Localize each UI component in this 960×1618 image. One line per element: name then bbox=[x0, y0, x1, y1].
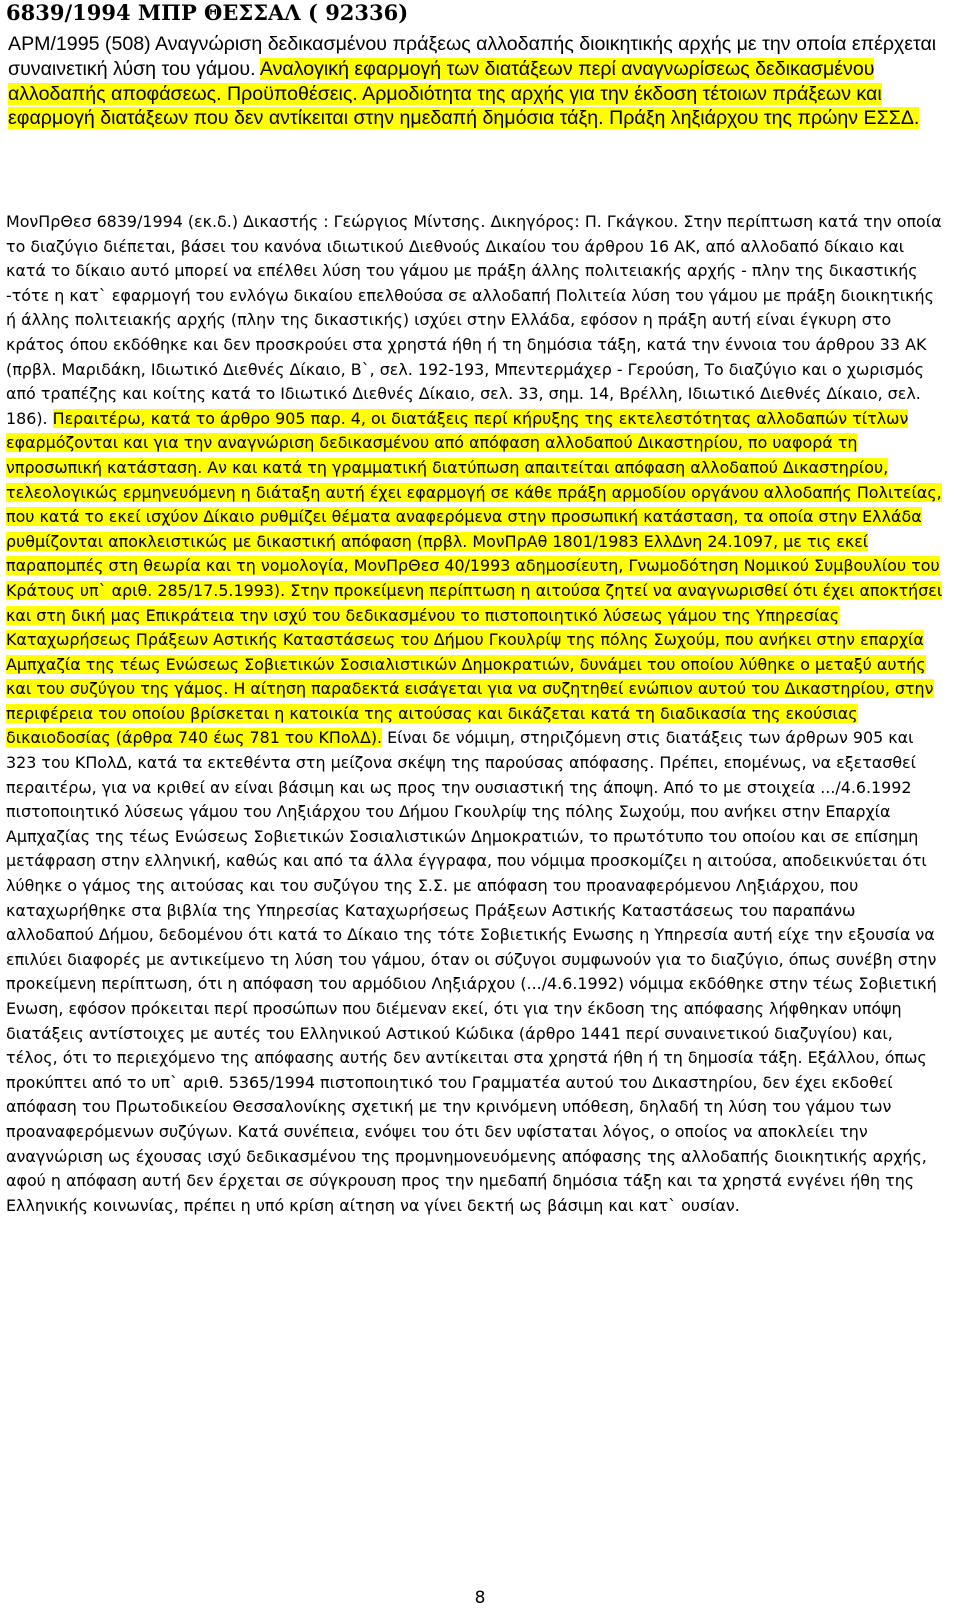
body-text-conclusion: Είναι δε νόμιμη, στηριζόμενη στις διατάξεις των άρθρων 905 και 323 του ΚΠολΔ, κατά τα εκτεθέντα στη μείζονα σκέψη της παρούσας απόφασης. Πρέπει, επομένως, να εξετασθεί περαιτέρω, για να κριθεί αν είναι βάσιμη και ως προς την ουσιαστική της άποψη. Από το με στοιχεία .../4.6.1992 πιστοποιητικό λύσεως γάμου του Ληξιάρχου του Δήμου Γκουλρίψ της πόλης Σωχούμ, που ανήκει στην Επαρχία Αμπχαζίας της τέως Ενώσεως Σοβιετικών Σοσιαλιστικών Δημοκρατιών, το πρωτότυπο του οποίου και σε επίσημη μετάφραση στην ελληνική, καθώς και από τα άλλα έγγραφα, που νόμιμα προσκομίζει η αιτούσα, αποδεικνύεται ότι λύθηκε ο γάμος της αιτούσας και του συζύγου της Σ.Σ. με απόφαση του προαναφερόμενου Ληξιάρχου, που καταχωρήθηκε στα βιβλία της Υπηρεσίας Καταχωρήσεως Πράξεων Αστικής Καταστάσεως του παραπάνω αλλοδαπού Δήμου, δεδομένου ότι κατά το Δίκαιο της τότε Σοβιετικής Ενωσης η Υπηρεσία αυτή είχε την εξουσία να επιλύει διαφορές με αντικείμενο τη λύση του γάμου, όταν οι σύζυγοι συμφωνούν για το διαζύγιο, όπως συνέβη στην προκείμενη περίπτωση, ότι η απόφαση του αρμόδιου Ληξιάρχου (.../4.6.1992) νόμιμα εκδόθηκε στην τέως Σοβιετική Ενωση, εφόσον πρόκειται περί προσώπων που διέμεναν εκεί, ότι για την έκδοση της απόφασης λήφθηκαν υπόψη διατάξεις αντίστοιχες με αυτές του Ελληνικού Αστικού Κώδικα (άρθρο 1441 περί συναινετικού διαζυγίου) και, τέλος, ότι το περιεχόμενο της απόφασης αυτής δεν αντίκειται στα χρηστά ήθη ή τη δημοσία τάξη. Εξάλλου, όπως προκύπτει από το υπ` αριθ. 5365/1994 πιστοποιητικό του Γραμματέα αυτού του Δικαστηρίου, δεν έχει εκδοθεί απόφαση του Πρωτοδικείου Θεσσαλονίκης σχετική με την κρινόμενη υπόθεση, δηλαδή τη λύση του γάμου των προαναφερόμενων συζύγων. Κατά συνέπεια, ενόψει του ότι δεν υφίσταται λόγος, ο οποίος να αποκλείει την αναγνώριση ως έχουσας ισχύ δεδικασμένου της προμνημονευόμενης απόφασης της αλλοδαπής διοικητικής αρχής, αφού η απόφαση αυτή δεν έρχεται σε σύγκρουση προς την ημεδαπή δημόσια τάξη και τα χρηστά ενγένει ήθη της Ελληνικής κοινωνίας, πρέπει η υπό κρίση αίτηση να γίνει δεκτή ως βάσιμη και κατ` ουσίαν. bbox=[6, 728, 937, 1215]
summary-text: ΑΡΜ/1995 (508) Αναγνώριση δεδικασμένου πράξεως αλλοδαπής διοικητικής αρχής με την οποία επέρχεται συναινετική λύση του γάμου. bbox=[8, 33, 937, 80]
page-number: 8 bbox=[474, 1588, 486, 1608]
body-text-intro: ΜονΠρΘεσ 6839/1994 (εκ.δ.) Δικαστής : Γεώργιος Μίντσης. Δικηγόρος: Π. Γκάγκου. Στην περίπτωση κατά την οποία το διαζύγιο διέπεται, βάσει του κανόνα ιδιωτικού Διεθνούς Δικαίου του άρθρου 16 ΑΚ, από αλλοδαπό δίκαιο και κατά το δίκαιο αυτό μπορεί να επέλθει λύση του γάμου με πράξη άλλης πολιτειακής αρχής - πλην της δικαστικής -τότε η κατ` εφαρμογή του ενλόγω δικαίου επελθούσα σε αλλοδαπή Πολιτεία λύση του γάμου με πράξη διοικητικής ή άλλης πολιτειακής αρχής (πλην της δικαστικής) ισχύει στην Ελλάδα, εφόσον η πράξη αυτή είναι έγκυρη στο κράτος όπου εκδόθηκε και δεν προσκρούει στα χρηστά ήθη ή τη δημόσια τάξη, κατά την έννοια του άρθρου 33 ΑΚ (πρβλ. Μαριδάκη, Ιδιωτικό Διεθνές Δίκαιο, Β`, σελ. 192-193, Μπεντερμάχερ - Γερούση, Το διαζύγιο και ο χωρισμός από τραπέζης και κοίτης κατά το Ιδιωτικό Διεθνές Δίκαιο, σελ. 33, σημ. 14, Βρέλλη, Ιδιωτικό Διεθνές Δίκαιο, σελ. 186). bbox=[6, 212, 942, 428]
body-highlighted-text: Περαιτέρω, κατά το άρθρο 905 παρ. 4, οι διατάξεις περί κήρυξης της εκτελεστότητας αλλοδαπών τίτλων εφαρμόζονται και για την αναγνώριση δεδικασμένου από απόφαση αλλοδαπού Δικαστηρίου, πο υαφορά τη νπροσωπική κατάσταση. Αν και κατά τη γραμματική διατύπωση απαιτείται απόφαση αλλοδαπού Δικαστηρίου, τελεολογικώς ερμηνευόμενη η διάταξη αυτή έχει εφαρμογή σε κάθε πράξη αρμοδίου οργάνου αλλοδαπής Πολιτείας, που κατά το εκεί ισχύον Δίκαιο ρυθμίζει θέματα αναφερόμενα στην προσωπική κατάσταση, τα οποία στην Ελλάδα ρυθμίζονται αποκλειστικώς με δικαστική απόφαση (πρβλ. ΜονΠρΑθ 1801/1983 ΕλλΔνη 24.1097, με τις εκεί παραπομπές στη θεωρία και τη νομολογία, ΜονΠρΘεσ 40/1993 αδημοσίευτη, Γνωμοδότηση Νομικού Συμβουλίου του Κράτους υπ` αριθ. 285/17.5.1993). Στην προκείμενη περίπτωση η αιτούσα ζητεί να αναγνωρισθεί ότι έχει αποκτήσει και στη δική μας Επικράτεια την ισχύ του δεδικασμένου το πιστοποιητικό λύσεως γάμου της Υπηρεσίας Καταχωρήσεως Πράξεων Αστικής Καταστάσεως του Δήμου Γκουλρίψ της πόλης Σωχούμ, που ανήκει στην επαρχία Αμπχαζία της τέως Ενώσεως Σοβιετικών Σοσιαλιστικών Δημοκρατιών, δυνάμει του οποίου λύθηκε ο μεταξύ αυτής και του συζύγου της γάμος. Η αίτηση παραδεκτά εισάγεται για να συζητηθεί ενώπιον αυτού του Δικαστηρίου, στην περιφέρεια του οποίου βρίσκεται η κατοικία της αιτούσας και δικάζεται κατά τη διαδικασία της εκούσιας δικαιοδοσίας (άρθρα 740 έως 781 του ΚΠολΔ). bbox=[6, 408, 943, 748]
document-heading: 6839/1994 ΜΠΡ ΘΕΣΣΑΛ ( 92336) bbox=[6, 0, 409, 25]
decision-body bbox=[6, 210, 946, 1218]
case-summary bbox=[8, 32, 944, 131]
summary-highlighted-text: Αναλογική εφαρμογή των διατάξεων περί αναγνωρίσεως δεδικασμένου αλλοδαπής αποφάσεως. Προϋποθέσεις. Αρμοδιότητα της αρχής για την έκδοση τέτοιων πράξεων και εφαρμογή διατάξεων που δεν αντίκειται στην ημεδαπή δημόσια τάξη. Πράξη ληξιάρχου της πρώην ΕΣΣΔ. bbox=[8, 57, 920, 130]
